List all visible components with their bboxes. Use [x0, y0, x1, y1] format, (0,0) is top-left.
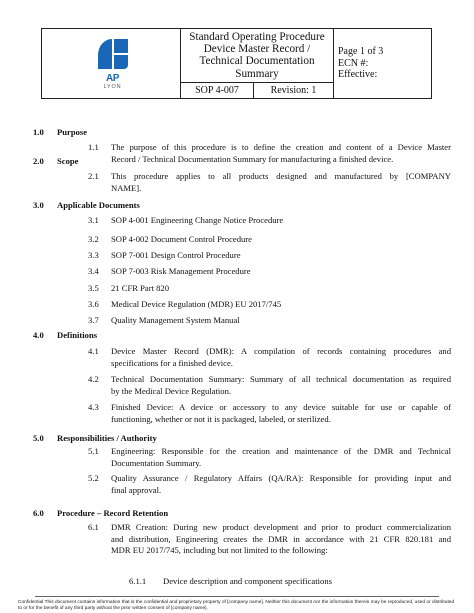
- item-number: 1.1: [88, 142, 99, 152]
- text-line: This procedure applies to all products designed and manufactured by [COMPANY: [111, 171, 451, 181]
- item-number: 3.4: [88, 266, 99, 276]
- text-line: by the Medical Device Regulation.: [111, 385, 232, 396]
- document-header: [41, 28, 432, 99]
- title-line: Device Master Record /: [203, 43, 311, 56]
- item-number: 4.3: [88, 402, 99, 412]
- text-line: Record / Technical Documentation Summary for manufacturing a finished device.: [111, 153, 394, 164]
- logo-city: LYON: [103, 84, 122, 90]
- item-number: 3.6: [88, 299, 99, 309]
- item-number: 4.1: [88, 346, 99, 356]
- revision: Revision: 1: [254, 83, 334, 99]
- text-line: Quality Management System Manual: [111, 315, 240, 325]
- footer-divider: [35, 596, 439, 597]
- item-number: 4.2: [88, 374, 99, 384]
- text-line: and distribution, Engineering creates the DMR in accordance with 21 CFR 820.181 and: [111, 533, 451, 544]
- sop-number: SOP 4-007: [181, 83, 254, 99]
- item-number: 3.5: [88, 283, 99, 293]
- text-line: Medical Device Regulation (MDR) EU 2017/745: [111, 299, 282, 309]
- page-number: Page 1 of 3: [338, 46, 384, 57]
- item-number: 3.2: [88, 234, 99, 244]
- item-number: 5.2: [88, 473, 99, 483]
- document-title: [181, 29, 334, 83]
- subitem-text: Device description and component specifications: [163, 576, 332, 586]
- subitem-number: 6.1.1: [129, 576, 147, 586]
- section-number: 4.0: [33, 330, 44, 340]
- section-title: Purpose: [57, 127, 88, 137]
- section-title: Scope: [57, 156, 79, 166]
- section-title: Applicable Documents: [57, 200, 140, 210]
- text-line: SOP 4-002 Document Control Procedure: [111, 234, 252, 244]
- item-text: [111, 234, 451, 246]
- section-number: 5.0: [33, 433, 44, 443]
- item-text: [111, 215, 451, 227]
- text-line: final approval.: [111, 484, 162, 495]
- item-text: [111, 402, 451, 425]
- text-line: DMR Creation: During new product development and prior to product commercialization: [111, 522, 451, 532]
- text-line: Documentation Summary.: [111, 457, 202, 468]
- text-line: 21 CFR Part 820: [111, 283, 170, 293]
- item-number: 2.1: [88, 171, 99, 181]
- document-meta: [334, 29, 432, 99]
- effective-label: Effective:: [338, 69, 378, 80]
- item-text: [111, 473, 451, 496]
- logo-cell: [42, 29, 181, 99]
- item-number: 3.1: [88, 215, 99, 225]
- text-line: Engineering: Responsible for the creation and maintenance of the DMR and Technical: [111, 446, 451, 456]
- section-number: 3.0: [33, 200, 44, 210]
- item-number: 5.1: [88, 446, 99, 456]
- item-text: [111, 374, 451, 397]
- confidentiality-footer: Confidential This document contains information that is the confidential and proprietary property of [company name]. Neither this document nor the information therein may be reproduced, used or distributed to or for the benefit of any third party without the prior written consent of [company name].: [18, 600, 455, 611]
- item-text: [111, 299, 451, 311]
- text-line: NAME].: [111, 182, 142, 193]
- section-number: 2.0: [33, 156, 44, 166]
- item-text: [111, 346, 451, 369]
- section-number: 6.0: [33, 508, 44, 518]
- item-number: 3.7: [88, 315, 99, 325]
- text-line: Quality Assurance / Regulatory Affairs (QA/RA): Responsible for providing input and: [111, 473, 451, 483]
- logo-word: AP: [106, 73, 119, 84]
- item-text: [111, 266, 451, 278]
- text-line: SOP 4-001 Engineering Change Notice Procedure: [111, 215, 284, 225]
- text-line: Device Master Record (DMR): A compilation of records containing procedures and: [111, 346, 451, 356]
- title-line: Standard Operating Procedure: [189, 31, 325, 43]
- company-logo: [94, 39, 131, 91]
- item-text: [111, 315, 451, 327]
- text-line: functioning, whether or not it is packaged, labeled, or sterilized.: [111, 413, 331, 424]
- text-line: Technical Documentation Summary: Summary of all technical documentation as required: [111, 374, 451, 384]
- section-title: Procedure – Record Retention: [57, 508, 169, 518]
- item-text: [111, 171, 451, 194]
- item-text: [111, 446, 451, 469]
- text-line: Finished Device: A device or accessory to any device suitable for use or capable of: [111, 402, 451, 412]
- title-line: Summary: [235, 67, 279, 80]
- item-number: 3.3: [88, 250, 99, 260]
- item-number: 6.1: [88, 522, 99, 532]
- text-line: MDR EU 2017/745, including but not limited to the following:: [111, 545, 328, 555]
- title-line: Technical Documentation: [199, 55, 315, 68]
- item-text: [111, 250, 451, 262]
- section-number: 1.0: [33, 127, 44, 137]
- ecn-label: ECN #:: [338, 57, 369, 69]
- section-title: Definitions: [57, 330, 98, 340]
- section-title: Responsibilities / Authority: [57, 433, 157, 443]
- text-line: The purpose of this procedure is to define the creation and content of a Device Master: [111, 142, 451, 152]
- text-line: specifications for a finished device.: [111, 357, 233, 368]
- item-text: [111, 283, 451, 295]
- text-line: SOP 7-003 Risk Management Procedure: [111, 266, 251, 276]
- item-text: [111, 142, 451, 165]
- item-text: [111, 522, 451, 557]
- text-line: SOP 7-001 Design Control Procedure: [111, 250, 241, 260]
